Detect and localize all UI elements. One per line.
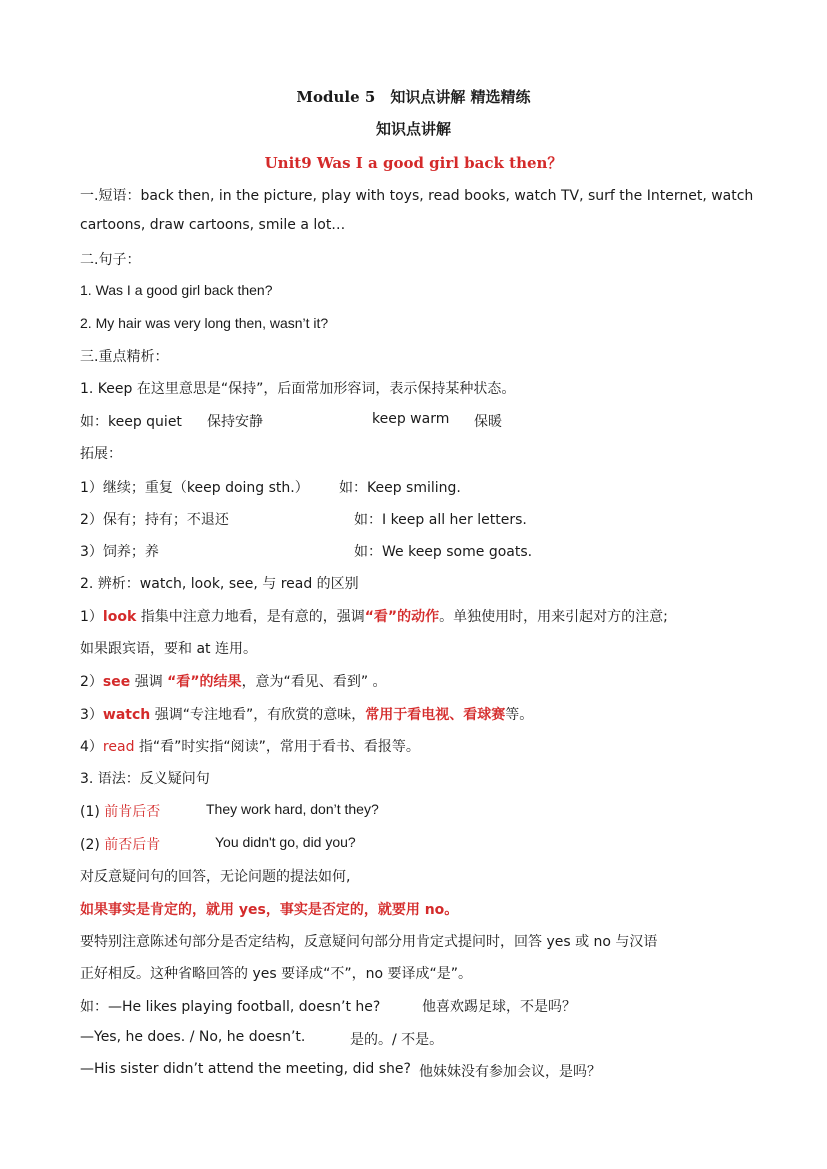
answer-rule-line-1: 对反意疑问句的回答，无论问题的提法如何, (80, 869, 351, 885)
read-text: 指“看”时实指“阅读”，常用于看书、看报等。 (134, 739, 420, 755)
note-line-1: 要特别注意陈述句部分是否定结构，反意疑问句部分用肯定式提问时，回答 yes 或 no 与汉语 (80, 934, 658, 950)
keep-example-2-cn: 保暖 (474, 414, 502, 430)
page-title: Module 5 知识点讲解 精选精练 (296, 88, 531, 106)
read-number: 4） (80, 739, 103, 755)
rule-2-example: You didn't go, did you? (215, 834, 356, 850)
read-explanation (80, 736, 750, 756)
unit-title: Unit9 Was I a good girl back then？ (264, 154, 563, 172)
dialog-1-chinese: 他喜欢踢足球，不是吗？ (422, 999, 576, 1015)
rule-1-number: (1) (80, 804, 105, 820)
expand-item-2-meaning: 2）保有；持有；不退还 (80, 512, 229, 528)
page-subtitle: 知识点讲解 (375, 120, 451, 138)
phrases-line-1: 一.短语：back then, in the picture, play with toys, read books, watch TV, surf the Internet, watch (80, 188, 754, 204)
dialog-3-english: —His sister didn’t attend the meeting, did she? (80, 1061, 411, 1077)
distinction-heading: 2. 辨析：watch, look, see, 与 read 的区别 (80, 576, 359, 592)
keep-example-1: 如：keep quiet (80, 414, 182, 430)
dialog-2-english: —Yes, he does. / No, he doesn’t. (80, 1029, 306, 1045)
rule-2-label: 前否后肯 (104, 837, 161, 853)
grammar-heading: 3. 语法：反义疑问句 (80, 771, 210, 787)
expand-item-1-example: 如：Keep smiling. (339, 480, 461, 496)
answer-rule-line-2: 如果事实是肯定的，就用 yes，事实是否定的，就要用 no。 (80, 902, 459, 918)
look-number: 1） (80, 609, 103, 625)
expand-heading: 拓展： (80, 446, 122, 462)
expand-item-3-meaning: 3）饲养；养 (80, 544, 159, 560)
see-explanation (80, 671, 750, 691)
expand-item-2-example: 如：I keep all her letters. (354, 512, 527, 528)
dialog-1-english: 如：—He likes playing football, doesn’t he? (80, 999, 381, 1015)
rule-2-number: (2) (80, 837, 105, 853)
expand-item-1-meaning: 1）继续；重复（keep doing sth.） (80, 480, 309, 496)
read-keyword: read (102, 739, 135, 755)
look-explanation (80, 606, 750, 626)
look-explanation-line-2: 如果跟宾语，要和 at 连用。 (80, 641, 257, 657)
look-text-2: 。单独使用时，用来引起对方的注意; (439, 609, 668, 625)
note-line-2: 正好相反。这种省略回答的 yes 要译成“不”，no 要译成“是”。 (80, 966, 472, 982)
keep-example-2: keep warm (372, 411, 450, 427)
rule-1-example: They work hard, don’t they? (206, 801, 379, 817)
watch-number: 3） (80, 707, 103, 723)
see-text-2: ，意为“看见、看到” 。 (241, 674, 387, 690)
dialog-3-chinese: 他妹妹没有参加会议，是吗？ (419, 1064, 601, 1080)
watch-text-1: 强调“专注地看”，有欣赏的意味， (150, 707, 366, 723)
phrases-line-2: cartoons, draw cartoons, smile a lot… (80, 217, 346, 233)
watch-highlight: 常用于看电视、看球赛 (365, 707, 506, 723)
see-text-1: 强调 (130, 674, 168, 690)
expand-item-3-example: 如：We keep some goats. (354, 544, 533, 560)
look-highlight: “看”的动作 (364, 609, 440, 625)
watch-keyword: watch (102, 707, 151, 723)
rule-1-label: 前肯后否 (104, 804, 161, 820)
keep-example-1-cn: 保持安静 (207, 414, 263, 430)
watch-explanation (80, 704, 750, 724)
see-keyword: see (102, 674, 131, 690)
watch-text-2: 等。 (505, 707, 534, 723)
sentence-1: 1. Was I a good girl back then? (80, 282, 273, 298)
keep-point: 1. Keep 在这里意思是“保持”，后面常加形容词，表示保持某种状态。 (80, 381, 516, 397)
look-text-1: 指集中注意力地看，是有意的，强调 (136, 609, 365, 625)
sentence-2: 2. My hair was very long then, wasn’t it? (80, 315, 329, 331)
dialog-2-chinese: 是的。/ 不是。 (350, 1032, 444, 1048)
see-number: 2） (80, 674, 103, 690)
sentences-heading: 二.句子： (80, 252, 141, 268)
key-points-heading: 三.重点精析： (80, 349, 169, 365)
see-highlight: “看”的结果 (167, 674, 242, 690)
look-keyword: look (102, 609, 137, 625)
